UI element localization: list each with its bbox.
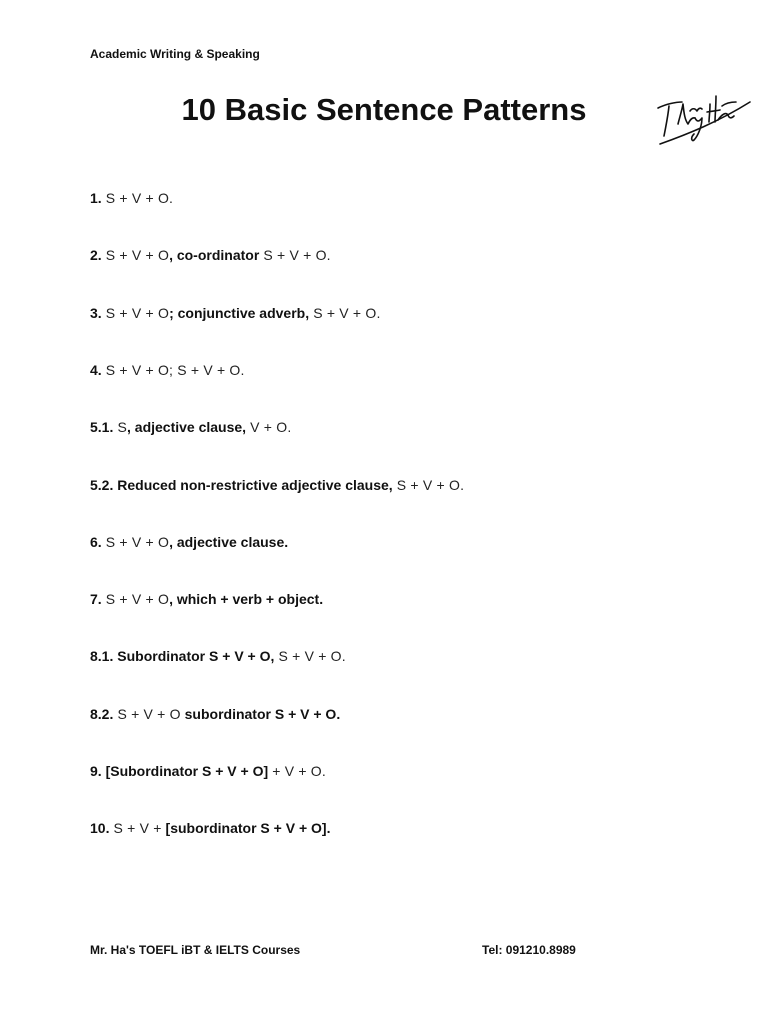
pattern-bold-text: , adjective clause. — [169, 534, 289, 550]
pattern-bold-text: [Subordinator S + V + O] — [101, 763, 269, 779]
footer-telephone: Tel: 091210.8989 — [482, 943, 576, 957]
pattern-number: 8.2. — [90, 706, 114, 722]
pattern-formula-text: S + V + O. — [259, 247, 331, 263]
pattern-number: 1. — [90, 190, 102, 206]
pattern-item — [90, 706, 340, 722]
pattern-number: 6. — [90, 534, 102, 550]
header-text: Academic Writing & Speaking — [90, 47, 260, 61]
pattern-item — [90, 534, 288, 550]
pattern-item — [90, 477, 464, 493]
pattern-formula-text: S + V + — [109, 820, 162, 836]
pattern-item — [90, 648, 346, 664]
pattern-bold-text: , which + verb + object. — [169, 591, 324, 607]
pattern-bold-text: Reduced non-restrictive adjective clause, — [113, 477, 393, 493]
pattern-bold-text: ; conjunctive adverb, — [169, 305, 310, 321]
pattern-formula-text: + V + O. — [268, 763, 326, 779]
pattern-formula-text: S + V + O. — [274, 648, 346, 664]
pattern-item — [90, 820, 330, 836]
pattern-bold-text: , adjective clause, — [127, 419, 247, 435]
pattern-number: 9. — [90, 763, 102, 779]
pattern-number: 8.1. — [90, 648, 114, 664]
pattern-formula-text: S + V + O; S + V + O. — [101, 362, 245, 378]
pattern-formula-text: S + V + O — [101, 305, 170, 321]
page-title: 10 Basic Sentence Patterns — [181, 92, 587, 127]
pattern-number: 5.2. — [90, 477, 114, 493]
pattern-formula-text: S + V + O — [101, 534, 170, 550]
pattern-formula-text: S + V + O. — [309, 305, 381, 321]
pattern-number: 7. — [90, 591, 102, 607]
pattern-item — [90, 190, 173, 206]
pattern-formula-text: S + V + O. — [101, 190, 174, 206]
footer-courses: Mr. Ha's TOEFL iBT & IELTS Courses — [90, 943, 301, 957]
pattern-item — [90, 362, 245, 378]
pattern-formula-text: S + V + O. — [392, 477, 465, 493]
pattern-formula-text: S + V + O — [113, 706, 181, 722]
pattern-item — [90, 763, 326, 779]
pattern-item — [90, 419, 291, 435]
pattern-formula-text: S — [113, 419, 127, 435]
pattern-bold-text: Subordinator S + V + O, — [113, 648, 275, 664]
pattern-item — [90, 305, 381, 321]
pattern-number: 5.1. — [90, 419, 114, 435]
pattern-number: 10. — [90, 820, 110, 836]
pattern-item — [90, 591, 323, 607]
pattern-formula-text: S + V + O — [101, 591, 170, 607]
pattern-number: 3. — [90, 305, 102, 321]
pattern-formula-text: V + O. — [246, 419, 292, 435]
pattern-bold-text: [subordinator S + V + O]. — [161, 820, 331, 836]
handwritten-signature — [652, 84, 756, 150]
pattern-number: 4. — [90, 362, 102, 378]
pattern-number: 2. — [90, 247, 102, 263]
pattern-bold-text: subordinator S + V + O. — [180, 706, 341, 722]
pattern-item — [90, 247, 331, 263]
pattern-formula-text: S + V + O — [101, 247, 170, 263]
pattern-bold-text: , co-ordinator — [169, 247, 260, 263]
